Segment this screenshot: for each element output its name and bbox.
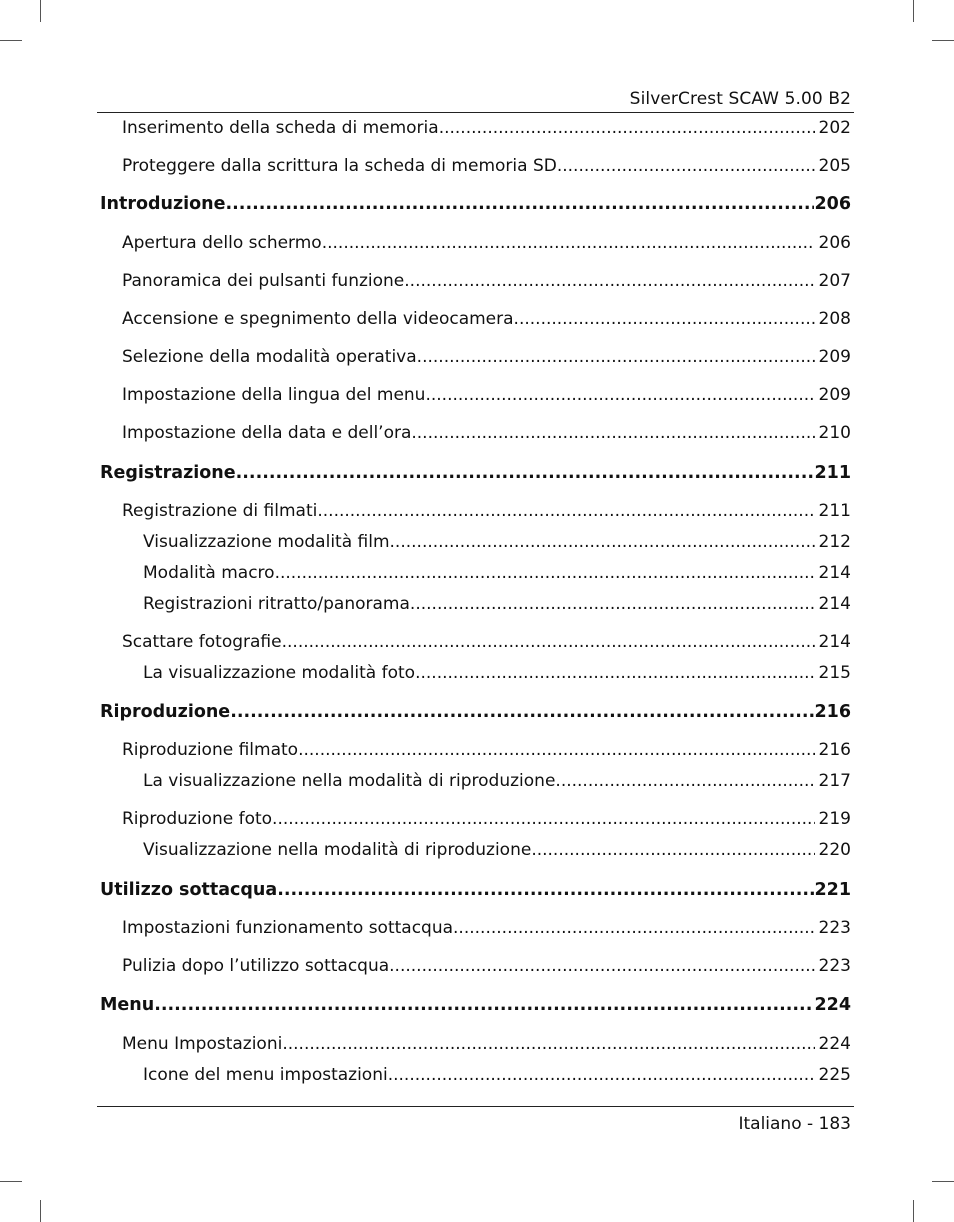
toc-leader-dots [411, 423, 814, 443]
toc-entry-page: 216 [814, 702, 851, 722]
toc-leader-dots [275, 563, 815, 583]
toc-entry-title: Registrazioni ritratto/panorama [143, 594, 410, 614]
toc-leader-dots [453, 918, 815, 938]
toc-leader-dots [277, 880, 814, 900]
toc-entry-page: 214 [818, 632, 851, 652]
toc-section-entry[interactable] [122, 423, 851, 445]
toc-entry-title: La visualizzazione modalità foto [143, 663, 416, 683]
toc-section-entry[interactable] [143, 1065, 851, 1087]
toc-entry-page: 214 [818, 563, 851, 583]
toc-entry-page: 211 [814, 463, 851, 483]
toc-entry-page: 220 [818, 840, 851, 860]
toc-section-entry[interactable] [122, 385, 851, 407]
toc-section-entry[interactable] [143, 771, 851, 793]
toc-section-entry[interactable] [122, 271, 851, 293]
toc-entry-page: 214 [818, 594, 851, 614]
toc-leader-dots [388, 1065, 815, 1085]
toc-section-entry[interactable] [122, 740, 851, 762]
toc-section-entry[interactable] [122, 233, 851, 255]
toc-leader-dots [404, 271, 814, 291]
toc-section-entry[interactable] [122, 118, 851, 140]
toc-chapter-entry[interactable] [100, 463, 851, 485]
toc-entry-title: Inserimento della scheda di memoria [122, 118, 439, 138]
toc-entry-page: 202 [818, 118, 851, 138]
toc-leader-dots [322, 233, 815, 253]
toc-leader-dots [439, 118, 815, 138]
toc-entry-title: Registrazione [100, 463, 236, 483]
toc-leader-dots [389, 956, 814, 976]
toc-entry-page: 207 [818, 271, 851, 291]
toc-entry-title: Riproduzione foto [122, 809, 273, 829]
toc-section-entry[interactable] [143, 594, 851, 616]
toc-entry-title: Introduzione [100, 194, 226, 214]
toc-entry-page: 216 [818, 740, 851, 760]
toc-entry-title: Riproduzione [100, 702, 231, 722]
toc-section-entry[interactable] [122, 632, 851, 654]
toc-section-entry[interactable] [122, 956, 851, 978]
toc-entry-page: 205 [818, 156, 851, 176]
toc-entry-title: Utilizzo sottacqua [100, 880, 278, 900]
toc-leader-dots [514, 309, 815, 329]
toc-entry-page: 209 [818, 385, 851, 405]
toc-entry-title: Registrazione di filmati [122, 501, 318, 521]
toc-leader-dots [226, 194, 815, 214]
toc-entry-title: Modalità macro [143, 563, 275, 583]
toc-entry-page: 208 [818, 309, 851, 329]
toc-section-entry[interactable] [122, 156, 851, 178]
toc-entry-title: Impostazione della data e dell’ora [122, 423, 412, 443]
toc-entry-title: Visualizzazione modalità film [143, 532, 390, 552]
toc-entry-title: Selezione della modalità operativa [122, 347, 417, 367]
toc-entry-page: 210 [818, 423, 851, 443]
toc-leader-dots [317, 501, 814, 521]
toc-leader-dots [282, 1034, 814, 1054]
toc-entry-title: Impostazione della lingua del menu [122, 385, 426, 405]
toc-entry-title: Visualizzazione nella modalità di riproduzione [143, 840, 532, 860]
toc-leader-dots [417, 347, 815, 367]
toc-entry-page: 206 [818, 233, 851, 253]
toc-section-entry[interactable] [143, 840, 851, 862]
toc-entry-page: 224 [814, 995, 851, 1015]
toc-entry-page: 224 [818, 1034, 851, 1054]
toc-entry-title: Icone del menu impostazioni [143, 1065, 388, 1085]
toc-leader-dots [557, 156, 815, 176]
toc-leader-dots [390, 532, 815, 552]
toc-leader-dots [425, 385, 814, 405]
toc-entry-page: 223 [818, 956, 851, 976]
toc-entry-title: Panoramica dei pulsanti funzione [122, 271, 405, 291]
toc-leader-dots [298, 740, 814, 760]
toc-entry-page: 223 [818, 918, 851, 938]
toc-entry-title: Apertura dello schermo [122, 233, 322, 253]
toc-entry-page: 217 [818, 771, 851, 791]
toc-leader-dots [230, 702, 814, 722]
toc-chapter-entry[interactable] [100, 880, 851, 902]
toc-section-entry[interactable] [122, 501, 851, 523]
toc-entry-page: 219 [818, 809, 851, 829]
toc-leader-dots [236, 463, 815, 483]
toc-entry-page: 209 [818, 347, 851, 367]
toc-section-entry[interactable] [122, 809, 851, 831]
toc-section-entry[interactable] [122, 309, 851, 331]
page-header-title: SilverCrest SCAW 5.00 B2 [629, 89, 851, 109]
toc-entry-page: 206 [814, 194, 851, 214]
toc-entry-page: 225 [818, 1065, 851, 1085]
toc-chapter-entry[interactable] [100, 995, 851, 1017]
toc-leader-dots [272, 809, 815, 829]
toc-leader-dots [561, 771, 815, 791]
toc-section-entry[interactable] [122, 918, 851, 940]
toc-leader-dots [531, 840, 814, 860]
footer-rule [97, 1106, 854, 1107]
toc-chapter-entry[interactable] [100, 194, 851, 216]
toc-chapter-entry[interactable] [100, 702, 851, 724]
toc-section-entry[interactable] [122, 1034, 851, 1056]
toc-section-entry[interactable] [143, 663, 851, 685]
toc-entry-title: Scattare fotografie [122, 632, 282, 652]
page-footer-label: Italiano - 183 [738, 1114, 851, 1134]
toc-entry-page: 212 [818, 532, 851, 552]
toc-entry-title: La visualizzazione nella modalità di riproduzione. [143, 771, 561, 791]
toc-entry-title: Riproduzione filmato [122, 740, 299, 760]
toc-leader-dots [410, 594, 815, 614]
toc-leader-dots [282, 632, 815, 652]
toc-entry-page: 215 [818, 663, 851, 683]
toc-section-entry[interactable] [143, 563, 851, 585]
toc-leader-dots [154, 995, 814, 1015]
toc-entry-page: 221 [814, 880, 851, 900]
toc-entry-title: Accensione e spegnimento della videocamera [122, 309, 514, 329]
toc-entry-title: Menu [100, 995, 155, 1015]
toc-leader-dots [415, 663, 814, 683]
toc-entry-title: Pulizia dopo l’utilizzo sottacqua [122, 956, 390, 976]
toc-entry-page: 211 [818, 501, 851, 521]
toc-section-entry[interactable] [122, 347, 851, 369]
toc-entry-title: Impostazioni funzionamento sottacqua [122, 918, 454, 938]
toc-entry-title: Menu Impostazioni [122, 1034, 283, 1054]
toc-entry-title: Proteggere dalla scrittura la scheda di memoria SD [122, 156, 557, 176]
toc-section-entry[interactable] [143, 532, 851, 554]
